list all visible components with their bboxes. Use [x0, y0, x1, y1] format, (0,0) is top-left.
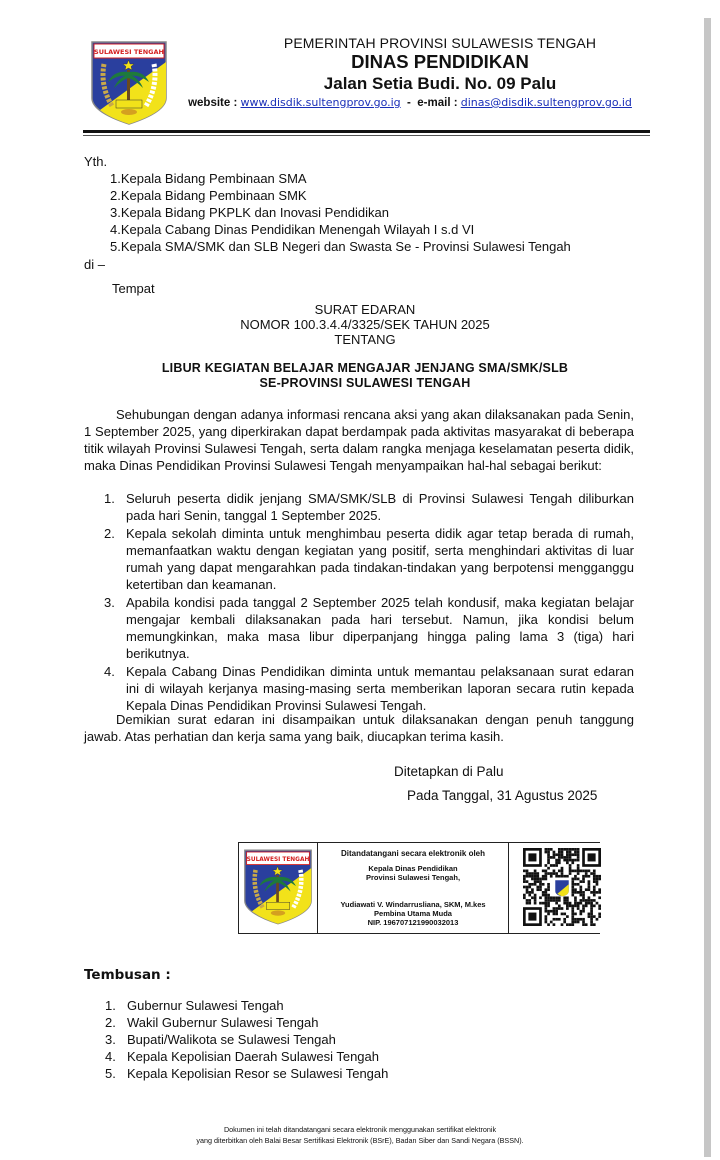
signature-qr-cell [510, 843, 600, 933]
instruction-item [104, 594, 634, 662]
recipient-item: 4.Kepala Cabang Dinas Pendidikan Menengah Wilayah I s.d VI [110, 222, 475, 237]
header-address: Jalan Setia Budi. No. 09 Palu [323, 74, 557, 93]
header-divider-thin [83, 135, 650, 136]
tembusan-item [105, 1065, 388, 1082]
item-number: 1. [105, 998, 116, 1013]
contact-separator: - [400, 97, 418, 109]
place-label: Tempat [112, 281, 155, 296]
email-link[interactable]: dinas@disdik.sultengprov.go.id [460, 96, 632, 109]
recipient-item: 1.Kepala Bidang Pembinaan SMA [110, 171, 307, 186]
subject-line-2: SE-PROVINSI SULAWESI TENGAH [259, 376, 471, 390]
header-contact-line [180, 96, 640, 109]
signer-name: Yudiawati V. Windarrusliana, SKM, M.kes [340, 900, 486, 909]
intro-paragraph [84, 406, 634, 474]
doc-type: SURAT EDARAN [314, 302, 416, 317]
item-number: 4. [105, 1049, 116, 1064]
item-number: 2. [105, 1015, 116, 1030]
footer-note-line2: yang diterbitkan oleh Balai Besar Sertifikasi Elektronik (BSrE), Badan Siber dan Sandi Negara (BSSN). [196, 1136, 524, 1145]
province-emblem-logo [243, 847, 313, 927]
email-label: e-mail : [417, 97, 461, 109]
electronic-signature-box [238, 842, 600, 934]
recipient-item: 5.Kepala SMA/SMK dan SLB Negeri dan Swasta Se - Provinsi Sulawesi Tengah [110, 239, 571, 254]
di-label: di – [84, 257, 105, 272]
doc-number: NOMOR 100.3.4.4/3325/SEK TAHUN 2025 [240, 317, 490, 332]
signature-place: Ditetapkan di Palu [394, 764, 504, 779]
item-text: Gubernur Sulawesi Tengah [127, 998, 284, 1013]
closing-text: Demikian surat edaran ini disampaikan untuk dilaksanakan dengan penuh tanggung jawab. Atas perhatian dan kerja sama yang baik, diucapkan terima kasih. [84, 712, 634, 744]
instruction-list [104, 490, 634, 715]
logo-banner-text: SULAWESI TENGAH [94, 48, 164, 56]
doc-about: TENTANG [334, 332, 396, 347]
website-link[interactable]: www.disdik.sultengprov.go.ig [240, 96, 401, 109]
item-number: 1. [104, 491, 115, 506]
signer-position-line2: Provinsi Sulawesi Tengah, [365, 873, 461, 882]
item-text: Kepala Kepolisian Resor se Sulawesi Tengah [127, 1066, 389, 1081]
signer-nip: NIP. 196707121990032013 [367, 918, 459, 927]
item-number: 3. [105, 1032, 116, 1047]
logo-banner-text: SULAWESI TENGAH [246, 856, 310, 863]
item-text: Kepala sekolah diminta untuk menghimbau peserta didik agar tetap berada di rumah, memanfaatkan waktu dengan kegiatan yang positif, serta menghindari aktivitas di luar rumah yang dapat mengarahkan pada tindakan-tindakan yang berpotensi mengganggu ketertiban dan keamanan. [126, 526, 634, 592]
tembusan-item [105, 1048, 388, 1065]
instruction-item [104, 525, 634, 593]
salutation: Yth. [84, 154, 108, 169]
intro-text: Sehubungan dengan adanya informasi rencana aksi yang akan dilaksanakan pada Senin, 1 September 2025, yang diperkirakan dapat berdampak pada aktivitas masyarakat di beberapa titik wilayah Provinsi Sulawesi Tengah, serta dalam rangka menjaga keselamatan peserta didik, maka Dinas Pendidikan Provinsi Sulawesi Tengah menyampaikan hal-hal sebagai berikut: [84, 407, 634, 473]
closing-paragraph [84, 711, 634, 745]
instruction-item [104, 490, 634, 524]
item-number: 2. [104, 526, 115, 541]
item-number: 5. [105, 1066, 116, 1081]
item-text: Wakil Gubernur Sulawesi Tengah [127, 1015, 319, 1030]
signature-date: Pada Tanggal, 31 Agustus 2025 [407, 788, 598, 803]
tembusan-title: Tembusan : [84, 967, 171, 983]
item-text: Apabila kondisi pada tanggal 2 September 2025 telah kondusif, maka kegiatan belajar mengajar kembali dilaksanakan pada hari tersebut. Namun, jika kondisi belum memungkinkan, maka masa libur diperpanjang hingga paling lama 3 (tiga) hari berikutnya. [126, 595, 634, 661]
footer-note-line1: Dokumen ini telah ditandatangani secara elektronik menggunakan sertifikat elektronik [223, 1125, 497, 1134]
website-label: website : [188, 97, 241, 109]
recipient-item: 2.Kepala Bidang Pembinaan SMK [110, 188, 307, 203]
tembusan-item [105, 997, 388, 1014]
item-text: Kepala Kepolisian Daerah Sulawesi Tengah [127, 1049, 379, 1064]
header-divider-thick [83, 130, 650, 133]
header-government-line: PEMERINTAH PROVINSI SULAWESIS TENGAH [283, 35, 597, 51]
tembusan-list [105, 997, 388, 1082]
qr-code-icon[interactable] [523, 848, 601, 926]
header-agency-name: DINAS PENDIDIKAN [351, 51, 529, 72]
tembusan-item [105, 1031, 388, 1048]
item-text: Bupati/Walikota se Sulawesi Tengah [127, 1032, 336, 1047]
province-emblem-logo [90, 40, 168, 126]
vertical-scrollbar[interactable] [704, 18, 711, 1157]
signer-position-line1: Kepala Dinas Pendidikan [368, 864, 458, 873]
recipient-item: 3.Kepala Bidang PKPLK dan Inovasi Pendidikan [110, 205, 389, 220]
signature-text-cell [318, 843, 509, 933]
tembusan-item [105, 1014, 388, 1031]
signature-logo-cell [238, 843, 318, 933]
item-number: 4. [104, 664, 115, 679]
item-text: Kepala Cabang Dinas Pendidikan diminta untuk memantau pelaksanaan surat edaran ini di wilayah kerjanya masing-masing serta memberikan laporan secara rutin kepada Kepala Dinas Pendidikan Provinsi Sulawesi Tengah. [126, 664, 634, 713]
item-number: 3. [104, 595, 115, 610]
signer-rank: Pembina Utama Muda [374, 909, 452, 918]
subject-line-1: LIBUR KEGIATAN BELAJAR MENGAJAR JENJANG SMA/SMK/SLB [161, 361, 569, 375]
item-text: Seluruh peserta didik jenjang SMA/SMK/SLB di Provinsi Sulawesi Tengah diliburkan pada hari Senin, tanggal 1 September 2025. [126, 491, 634, 523]
instruction-item [104, 663, 634, 714]
signed-by-label: Ditandatangani secara elektronik oleh [340, 849, 486, 858]
